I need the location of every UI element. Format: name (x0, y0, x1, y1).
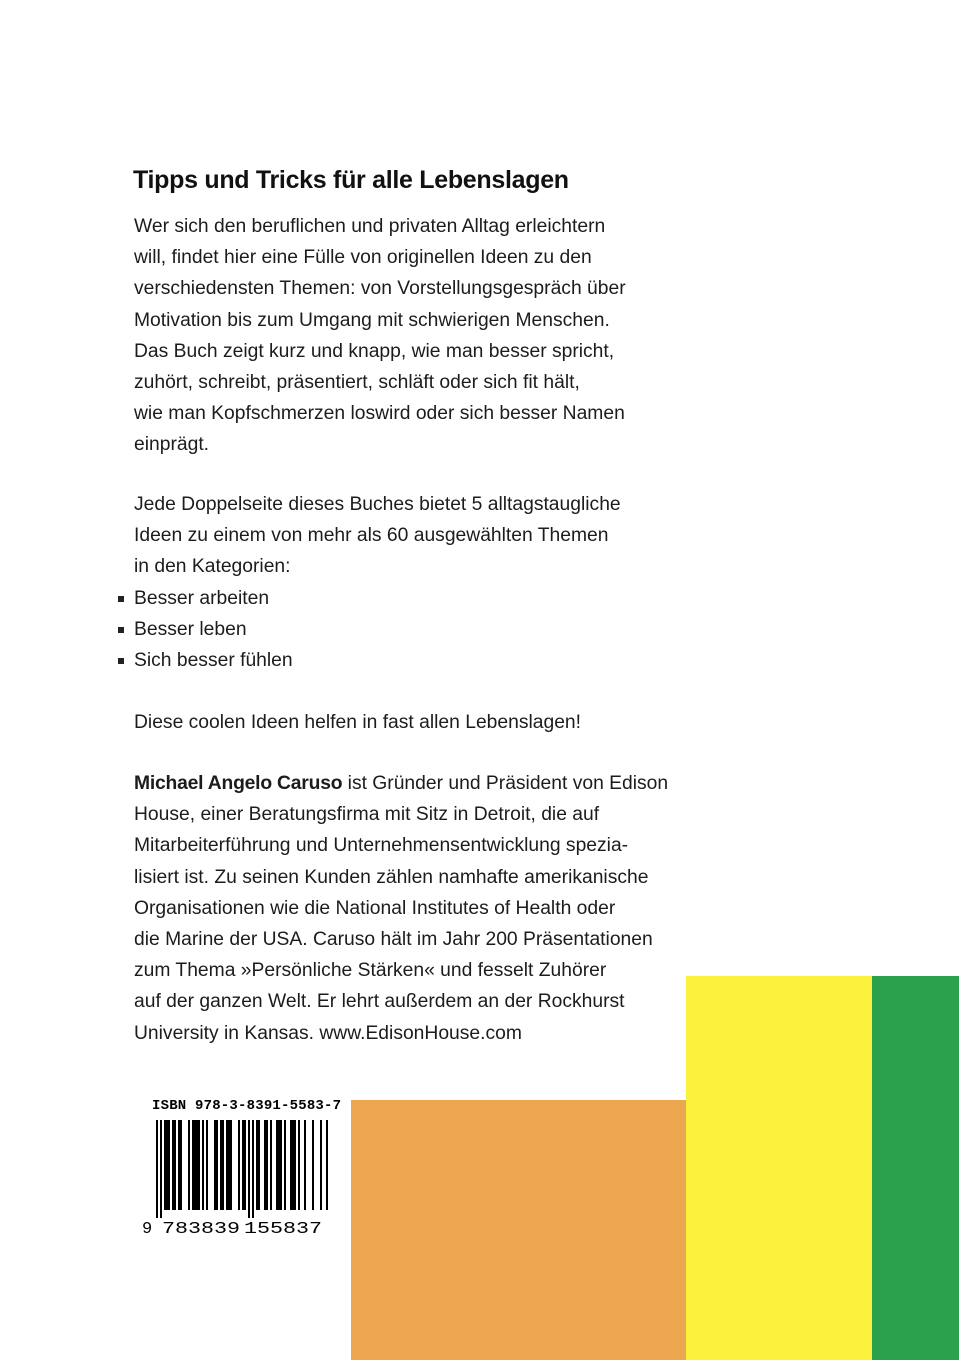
isbn-barcode (138, 1118, 328, 1238)
barcode-bar (264, 1120, 266, 1210)
barcode-bar (194, 1120, 196, 1210)
barcode-bar (284, 1120, 286, 1210)
barcode-bar (164, 1120, 166, 1210)
barcode-digits (142, 1220, 322, 1238)
category-list (118, 583, 293, 677)
yellow-color-block (686, 976, 872, 1360)
intro-line: verschiedensten Themen: von Vorstellungsgespräch über (134, 278, 626, 300)
barcode-bar (258, 1120, 260, 1210)
author-name: Michael Angelo Caruso (134, 773, 343, 794)
bullet-square-icon (118, 658, 124, 664)
bio-line: lisiert ist. Zu seinen Kunden zählen namhafte amerikanische (134, 866, 649, 888)
barcode-bar (270, 1120, 272, 1210)
intro-line: zuhört, schreibt, präsentiert, schläft oder sich fit hält, (134, 372, 580, 394)
barcode-bar (228, 1120, 230, 1210)
barcode-bar (198, 1120, 200, 1210)
barcode-first-digit: 9 (142, 1220, 153, 1238)
intro-line: Wer sich den beruflichen und privaten Alltag erleichtern (134, 216, 606, 237)
barcode-bar (252, 1120, 254, 1218)
barcode-bar (312, 1120, 314, 1210)
category-label: Sich besser fühlen (134, 650, 293, 672)
intro-paragraph (134, 211, 694, 461)
bio-line: zum Thema »Persönliche Stärken« und fesselt Zuhörer (134, 960, 607, 982)
barcode-bar (206, 1120, 208, 1210)
barcode-bar (280, 1120, 282, 1210)
barcode-bar (166, 1120, 168, 1210)
barcode-bar (168, 1120, 170, 1210)
author-bio (134, 768, 694, 1049)
barcode-bar (160, 1120, 162, 1218)
barcode-bar (266, 1120, 268, 1210)
barcode-bar (276, 1120, 278, 1210)
green-color-block (872, 976, 959, 1360)
barcode-bar (304, 1120, 306, 1210)
barcode-bar (326, 1120, 328, 1210)
concept-line: in den Kategorien: (134, 556, 291, 578)
barcode-bar (320, 1120, 322, 1210)
intro-line: Das Buch zeigt kurz und knapp, wie man besser spricht, (134, 340, 615, 362)
barcode-bar (226, 1120, 228, 1210)
barcode-left-group: 783839 (162, 1220, 240, 1238)
barcode-bar (294, 1120, 296, 1210)
barcode-bar (244, 1120, 246, 1210)
closing-statement: Diese coolen Ideen helfen in fast allen Lebenslagen! (134, 712, 582, 733)
bullet-square-icon (118, 596, 124, 602)
barcode-bar (298, 1120, 300, 1210)
barcode-bar (180, 1120, 182, 1210)
barcode-bar (222, 1120, 224, 1210)
barcode-bar (196, 1120, 198, 1210)
barcode-bar (292, 1120, 294, 1210)
barcode-bar (256, 1120, 258, 1210)
bullet-square-icon (118, 627, 124, 633)
barcode-bar (202, 1120, 204, 1210)
bio-line: Mitarbeiterführung und Unternehmensentwicklung spezia- (134, 835, 629, 857)
isbn-label: ISBN 978-3-8391-5583-7 (152, 1098, 342, 1114)
intro-line: will, findet hier eine Fülle von originellen Ideen zu den (134, 247, 592, 269)
barcode-bar (220, 1120, 222, 1210)
barcode-bar (178, 1120, 180, 1210)
barcode-bar (172, 1120, 174, 1210)
intro-line: Motivation bis zum Umgang mit schwierigen Menschen. (134, 309, 610, 331)
barcode-bar (278, 1120, 280, 1210)
barcode-bar (248, 1120, 250, 1218)
category-item (118, 645, 293, 676)
intro-line: wie man Kopfschmerzen loswird oder sich besser Namen (134, 403, 625, 425)
bio-line: Organisationen wie die National Institutes of Health oder (134, 897, 616, 919)
category-label: Besser arbeiten (134, 588, 270, 609)
concept-line: Ideen zu einem von mehr als 60 ausgewählten Themen (134, 525, 609, 547)
barcode-bar (238, 1120, 240, 1210)
bio-first-line-rest: ist Gründer und Präsident von Edison (342, 773, 669, 794)
category-item (118, 614, 293, 645)
orange-color-block (351, 1100, 686, 1360)
barcode-bar (216, 1120, 218, 1210)
category-item (118, 583, 293, 614)
bio-first-line (134, 768, 694, 799)
barcode-bar (192, 1120, 194, 1210)
bio-line: die Marine der USA. Caruso hält im Jahr 200 Präsentationen (134, 929, 653, 951)
concept-line: Jede Doppelseite dieses Buches bietet 5 alltagstaugliche (134, 494, 621, 515)
bio-line: auf der ganzen Welt. Er lehrt außerdem an der Rockhurst (134, 991, 625, 1013)
barcode-bar (230, 1120, 232, 1210)
category-label: Besser leben (134, 619, 247, 641)
barcode-bar (242, 1120, 244, 1210)
back-cover-heading: Tipps und Tricks für alle Lebenslagen (133, 166, 569, 194)
bio-line: University in Kansas. www.EdisonHouse.com (134, 1022, 522, 1044)
concept-paragraph (134, 489, 694, 583)
barcode-bar (188, 1120, 190, 1210)
barcode-bar (174, 1120, 176, 1210)
barcode-bar (214, 1120, 216, 1210)
barcode-bar (156, 1120, 158, 1218)
bio-line: House, einer Beratungsfirma mit Sitz in Detroit, die auf (134, 804, 600, 826)
barcode-bar (290, 1120, 292, 1210)
barcode-right-group: 155837 (244, 1220, 322, 1238)
intro-line: einprägt. (134, 434, 210, 456)
